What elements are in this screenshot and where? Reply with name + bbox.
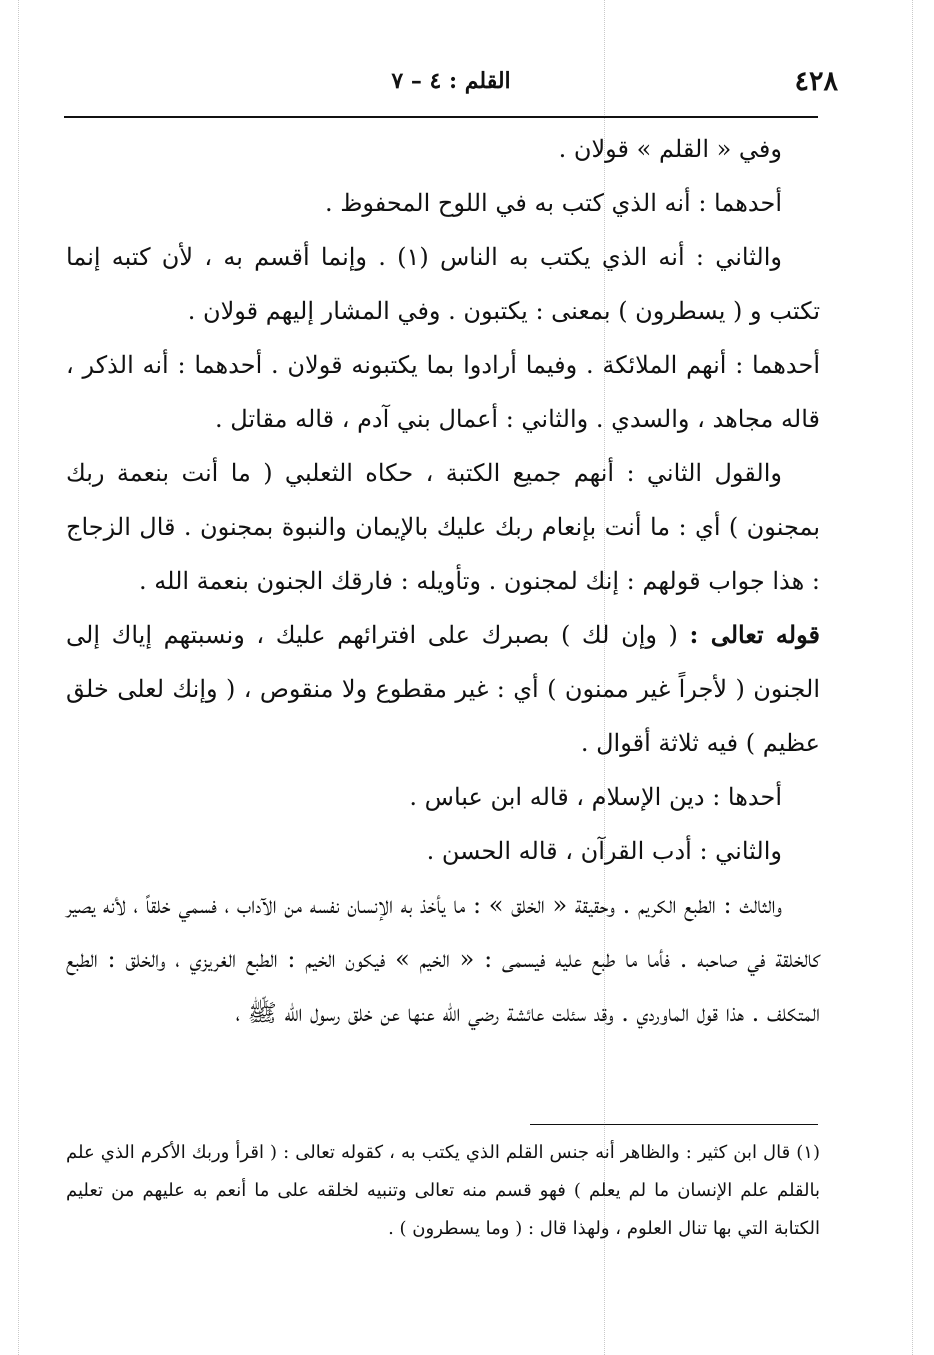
paragraph: والثاني : أدب القرآن ، قاله الحسن . (426, 837, 782, 865)
paragraph: والقول الثاني : أنهم جميع الكتبة ، حكاه الثعلبي ( ما أنت بنعمة ربك بمجنون ) أي : ما أنت بإنعام ربك عليك بالإيمان والنبوة بمجنون . قال الزجاج : هذا جواب قولهم : إنك لمجنون . وتأويله : فارقك الجنون بنعمة الله . (66, 459, 820, 595)
footnote: (١) قال ابن كثير : والظاهر أنه جنس القلم الذي يكتب به ، كقوله تعالى : ( اقرأ وربك الأكرم الذي علم بالقلم علم الإنسان ما لم يعلم ) فهو قسم منه تعالى وتنبيه لخلقه على ما أنعم به عليهم من تعليم الكتابة التي بها تنال العلوم ، ولهذا قال : ( وما يسطرون ) . (66, 1142, 820, 1239)
paragraph: وفي « القلم » قولان . (558, 135, 782, 163)
main-text (66, 122, 820, 1040)
scan-guide-line (18, 0, 19, 1355)
header-rule (64, 116, 818, 118)
paragraph: والثاني : أنه الذي يكتب به الناس (١) . وإنما أقسم به ، لأن كتبه إنما تكتب و ( يسطرون ) بمعنى : يكتبون . وفي المشار إليهم قولان . (66, 243, 820, 325)
scan-guide-line (912, 0, 913, 1355)
running-title: القلم : ٤ – ٧ (391, 68, 511, 94)
paragraph: أحدها : دين الإسلام ، قاله ابن عباس . (409, 783, 782, 811)
footnotes (66, 1134, 820, 1248)
paragraph: أحدهما : أنهم الملائكة . وفيما أرادوا بما يكتبونه قولان . أحدهما : أنه الذكر ، قاله مجاهد ، والسدي . والثاني : أعمال بني آدم ، قاله مقاتل . (66, 351, 820, 433)
page-header (64, 66, 838, 106)
paragraph-lead: قوله تعالى : (689, 620, 820, 649)
page-number: ٤٢٨ (794, 66, 838, 97)
paragraph: أحدهما : أنه الذي كتب به في اللوح المحفوظ . (324, 189, 782, 217)
footnote-rule (530, 1124, 818, 1125)
paragraph: قوله تعالى : ( وإن لك ) بصبرك على افترائهم عليك ، ونسبتهم إياك إلى الجنون ( لأجراً غير ممنون ) أي : غير مقطوع ولا منقوص ، ( وإنك لعلى خلق عظيم ) فيه ثلاثة أقوال . (66, 620, 820, 757)
paragraph: والثالث : الطبع الكريم . وحقيقة « الخلق » : ما يأخذ به الإنسان نفسه من الآداب ، فسمي خلقاً ، لأنه يصير كالخلقة في صاحبه . فأما ما طبع عليه فيسمى : « الخيم » فيكون الخيم : الطبع الغريزي ، والخلق : الطبع المتكلف . هذا قول الماوردي . وقد سئلت عائشة رضي الله عنها عن خلق رسول الله ﷺ ، (66, 891, 820, 1027)
